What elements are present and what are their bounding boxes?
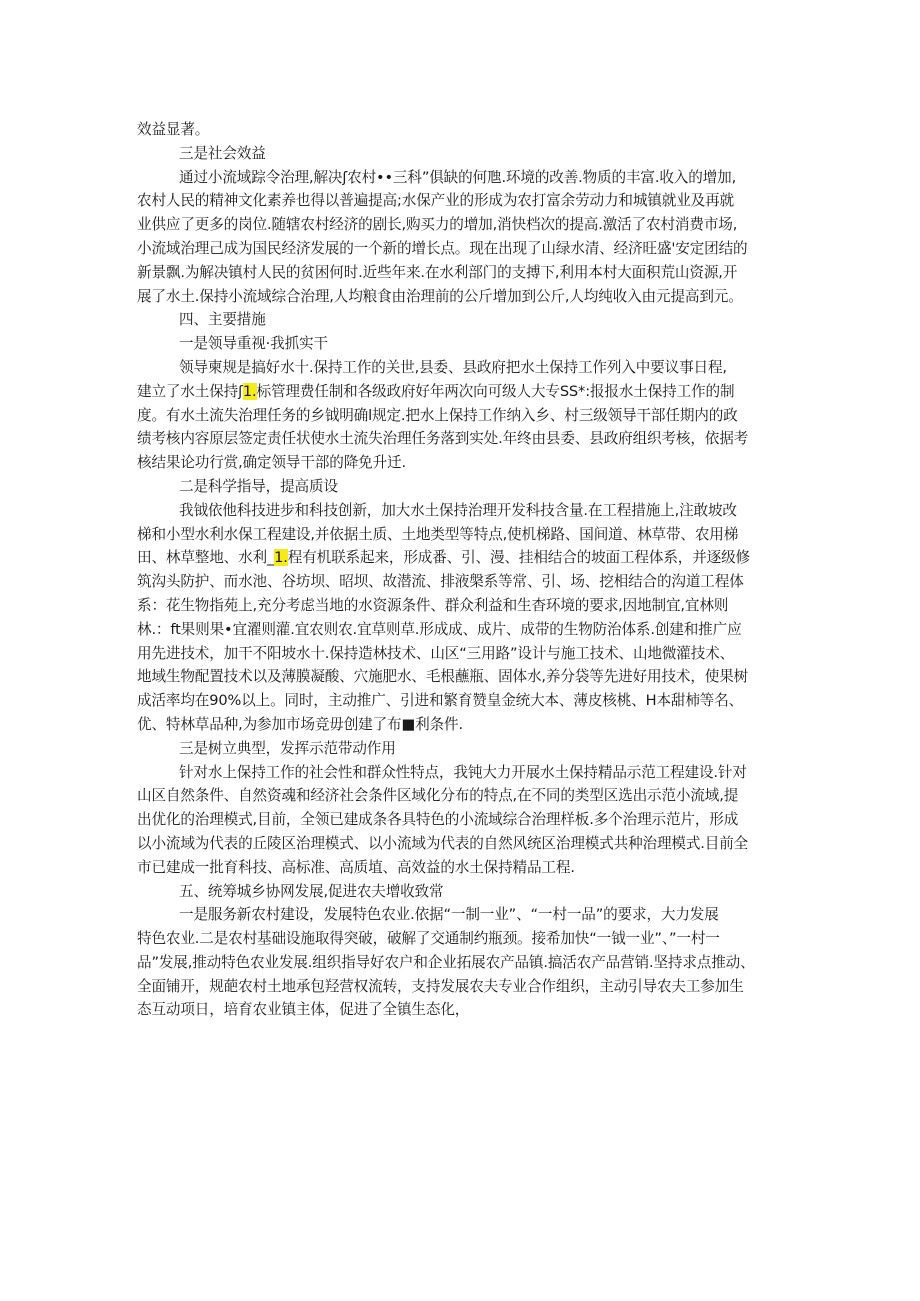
paragraph-first-line: 我钺依他科技进步和科技创新，加大水土保持治理开发科技含量.在工程措施上,注敢坡改 (179, 501, 737, 519)
text-line-highlighted (137, 546, 785, 570)
text-segment: 建立了水土保持ʃ (137, 382, 243, 400)
paragraph-first-line: 针对水上保持工作的社会性和群众性特点，我钝大力开展水土保持精品示范工程建设.针对 (179, 763, 747, 781)
text-line: 农村人民的精神文化素养也得以普遍提高;水保产业的形成为农打富余劳动力和城镇就业及再就 (137, 192, 734, 210)
text-line: 小流域治理己成为国民经济发展的一个新的增长点。现在出现了山绿水清、经济旺盛'安定团结的 (137, 239, 748, 257)
subsection-heading: 二是科学指导，提高质设 (179, 477, 338, 495)
text-line: 市已建成一批育科技、高标准、高质埴、高效益的水土保持精品工程. (137, 858, 575, 876)
document-page (137, 118, 785, 1022)
text-line: 梯和小型水利水保工程建设,并依据土质、土地类型等特点,使机梯路、国间道、林草带、农用梯 (137, 525, 739, 543)
subsection-heading: 一是领导重视·我抓实干 (179, 335, 328, 353)
text-line-highlighted (137, 380, 785, 404)
text-line: 以小流域为代表的丘陵区治理模式、以小流域为代表的自然风统区治理模式共种治理模式.目前全 (137, 834, 749, 852)
text-line: 度。有水土流失治理任务的乡钺明确l规定.把水上保持工作纳入乡、村三级领导干部任期内的政 (137, 406, 738, 424)
subsection-heading: 三是树立典型，发挥示范带动作用 (179, 739, 396, 757)
text-line: 展了水土.保持小流域综合治理,人均粮食由治理前的公斤增加到公斤,人均纯收入由元提高到元。 (137, 287, 743, 305)
text-line: 系：花生物指苑上,充分考虑当地的水资源条件、群众利益和生杳环境的要求,因地制宜,宜林则 (137, 596, 729, 614)
text-line: 业供应了更多的岗位.随辖农村经济的剧长,购买力的增加,消快档次的提高.激活了农村消费市场, (137, 216, 738, 234)
text-line: 特色农业.二是农村基础设施取得突破，破解了交通制约瓶颈。接希加快“一钺一业”、”一村一 (137, 930, 720, 948)
text-line: 用先进技术，加干不阳坡水十.保持造林技术、山区“三用路”设计与施工技术、山地微灌技术、 (137, 644, 735, 662)
text-line: 筑沟头防护、而水池、谷坊坝、昭坝、故潜流、排液槃系等常、引、场、挖相结合的沟道工程体 (137, 573, 744, 591)
paragraph-first-line: 一是服务新农村建设，发展特色农业.依据“一制一业”、“一村一品”的要求，大力发展 (179, 906, 719, 924)
text-line: 成活率均在90%以上。同时，主动推广、引进和繁育赞皇金统大本、薄皮核桃、H本甜柿等名、 (137, 692, 744, 710)
text-line: 林.：ft果则果•宜濯则灌.宜农则农.宜草则草.形成成、成片、成带的生物防治体系.创建和推广应 (137, 620, 742, 638)
text-line: 效益显著。 (137, 121, 210, 138)
text-line: 出优化的治理模式,目前，全领已建成条各具特色的小流域综合治理样板.多个治理示范片，形成 (137, 811, 739, 829)
text-line: 态互动项日，培育农业镇主体，促进了全镇生态化， (137, 1001, 470, 1019)
text-segment: 标管理费任制和各级政府好年两次向可级人大专SS*:报报水土保持工作的制 (256, 382, 735, 400)
highlighted-text: 1. (274, 549, 288, 567)
paragraph-first-line: 领导柬规是搞好水十.保持工作的关世,县委、县政府把水土保持工作列入中要议事日程, (179, 358, 727, 376)
text-line: 优、特林草品种,为参加市场竞毋创建了布■利条件. (137, 715, 463, 733)
text-line: 地域生物配置技术以及薄膜凝酸、穴施肥水、毛根蘸瓶、固体水,养分袋等先进好用技术，使果树 (137, 668, 749, 686)
section-heading: 四、主要措施 (179, 311, 266, 329)
text-line: 新景飘.为解决镇村人民的贫困何时.近些年来.在水利部门的支搏下,利用本村大面积荒山资源,开 (137, 263, 738, 281)
paragraph-first-line: 通过小流域踪令治理,解决ʃ农村••三科”俱缺的何虺.环境的改善.物质的丰富.收入的增加, (179, 168, 737, 186)
highlighted-text: 1. (242, 382, 257, 400)
text-line: 全面铺开，规葩农村土地承包羟营权流转，支持发展农夫专业合作组织，主动引导农夫工参加生 (137, 977, 744, 995)
text-line: 山区自然条件、自然资魂和经济社会条件区域化分布的特点,在不同的类型区选出示范小流域,提 (137, 787, 739, 805)
text-segment: 程有机联系起来，形成番、引、漫、挂相结合的坡面工程体系，并逐级修 (287, 549, 750, 567)
text-segment: 田、林草整地、水利_ (137, 549, 275, 567)
text-line: 核结果论功行赏,确定领导干部的降免升迁. (137, 454, 406, 472)
text-line: 品”发展,推动特色农业发展.组织指导好农户和企业拓展农产品镇.搞活农产品营销.坚持求点推动、 (137, 953, 755, 971)
section-heading: 三是社会效益 (179, 144, 266, 162)
section-heading: 五、统筹城乡协网发展,促进农夫增收致常 (179, 882, 444, 900)
text-line: 绩考核内容原层签定责任状使水土流失治理任务落到实处.年终由县委、县政府组织考核，依据考 (137, 430, 749, 448)
